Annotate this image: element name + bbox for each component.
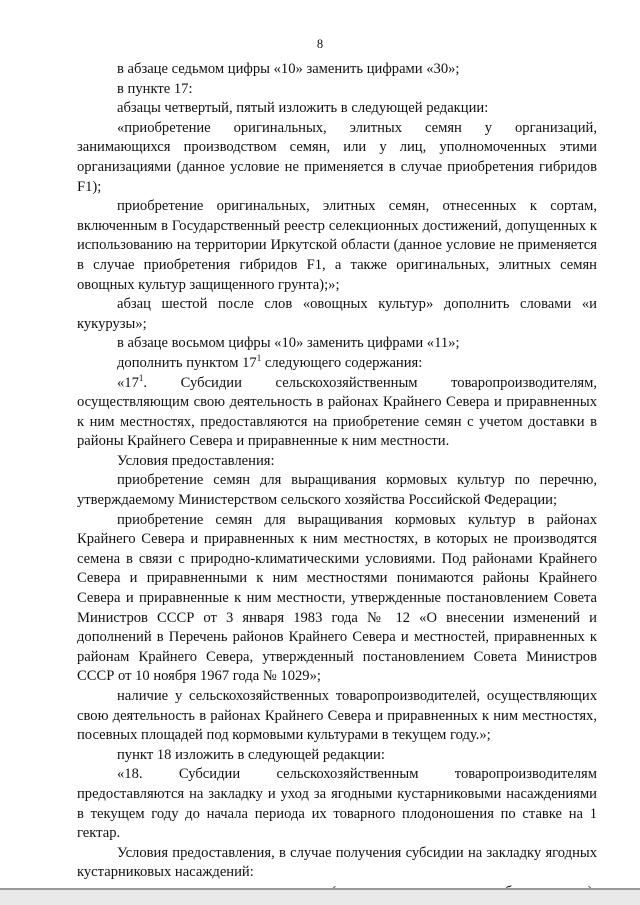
superscript: 1 <box>138 372 144 383</box>
paragraph: Условия предоставления, в случае получения субсидии на закладку ягодных кустарниковых насаждений: <box>77 844 597 881</box>
paragraph: абзацы четвертый, пятый изложить в следующей редакции: <box>117 100 489 117</box>
superscript: 1 <box>256 352 262 363</box>
paragraph: абзац шестой после слов «овощных культур» дополнить словами «и кукурузы»; <box>77 296 597 332</box>
paragraph: приобретение семян для выращивания кормовых культур в районах Крайнего Севера и приравненных к ним местностях, в которых не производятся семена в связи с природно-климатическими условиями. Под районами Крайнего Севера и приравненными к ним местностями понимаются районы Крайнего Севера и приравненные к ним местности, утвержденные постановлением Совета Министров СССР от 3 января 1983 года № 12 «О внесении изменений и дополнений в Перечень районов Крайнего Севера и местностей, приравненных к районам Крайнего Севера, утвержденный постановлением Совета Министров СССР от 10 ноября 1967 года № 1029»; <box>77 511 597 685</box>
paragraph: в абзаце восьмом цифры «10» заменить цифрами «11»; <box>117 335 460 352</box>
paragraph: в абзаце седьмом цифры «10» заменить цифрами «30»; <box>117 61 460 77</box>
paragraph: «приобретение оригинальных, элитных семян у организаций, занимающихся производством семян, или у лиц, уполномоченных этими организациями (данное условие не применяется в случае приобретения гибридов F1); <box>77 119 597 195</box>
page-number: 8 <box>316 37 324 51</box>
paragraph: в пункте 17: <box>117 80 193 97</box>
item-17-1-text: «17 <box>117 374 139 391</box>
supplement-paragraph <box>77 354 597 374</box>
item-17-1-text: . Субсидии сельскохозяйственным товаропроизводителям, осуществляющим свою деятельность в районах Крайнего Севера и приравненных к ним местностях, предоставляются на приобретение семян с учетом доставки в районы Крайнего Севера и приравненные к ним местности. <box>77 374 597 450</box>
footer-shade <box>0 890 640 905</box>
item-17-1-paragraph <box>77 374 597 452</box>
paragraph: приобретение оригинальных, элитных семян, отнесенных к сортам, включенным в Государственный реестр селекционных достижений, допущенных к использованию на территории Иркутской области (данное условие не применяется в случае приобретения гибридов F1, а также оригинальных, элитных семян овощных культур защищенного грунта);»; <box>77 198 597 293</box>
paragraph: пункт 18 изложить в следующей редакции: <box>117 746 385 763</box>
paragraph: «18. Субсидии сельскохозяйственным товаропроизводителям предоставляются на закладку и уход за ягодными кустарниковыми насаждениями в текущем году до начала периода их товарного плодоношения по ставке на 1 гектар. <box>77 766 597 842</box>
document-body <box>77 60 597 903</box>
paragraph: Условия предоставления: <box>117 452 275 469</box>
paragraph: наличие у сельскохозяйственных товаропроизводителей, осуществляющих свою деятельность в районах Крайнего Севера и приравненных к ним местностях, посевных площадей под кормовыми культурами в текущем году.»; <box>77 688 597 744</box>
supplement-text: дополнить пунктом 17 <box>117 354 257 371</box>
paragraph: приобретение семян для выращивания кормовых культур по перечню, утверждаемому Министерством сельского хозяйства Российской Федерации; <box>77 472 597 509</box>
supplement-text: следующего содержания: <box>261 354 423 371</box>
